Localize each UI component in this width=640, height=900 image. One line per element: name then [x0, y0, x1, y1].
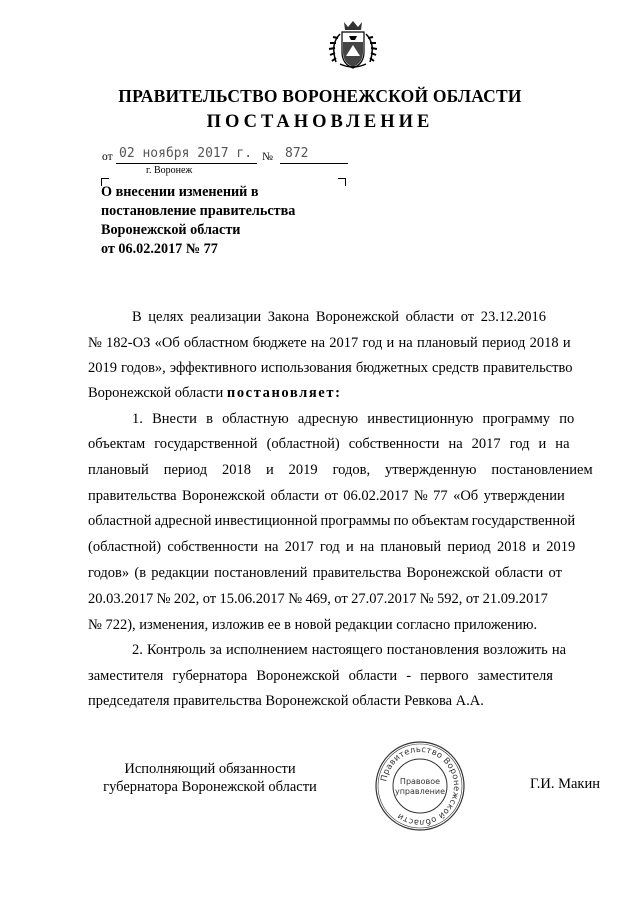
signatory-position: [97, 760, 323, 796]
body-line: 2019 годов», эффективного использования бюджетных средств правительство: [88, 360, 573, 376]
subject-corner-right: [338, 178, 346, 186]
body-line: заместителя губернатора Воронежской области - первого заместителя: [88, 668, 553, 684]
number-label: №: [262, 151, 273, 163]
document-subject: [101, 183, 295, 259]
position-line: Исполняющий обязанности: [124, 761, 296, 777]
resolves-keyword: постановляет:: [226, 385, 342, 401]
coat-of-arms-emblem: [322, 18, 384, 72]
subject-line: Воронежской области: [101, 222, 241, 238]
subject-line: от 06.02.2017 № 77: [101, 241, 218, 257]
document-number: 872: [285, 146, 309, 161]
body-line: В целях реализации Закона Воронежской области от 23.12.2016: [132, 309, 546, 325]
city-label: г. Воронеж: [146, 165, 193, 176]
position-line: губернатора Воронежской области: [103, 779, 317, 795]
body-line: № 182-ОЗ «Об областном бюджете на 2017 год и на плановый период 2018 и: [88, 335, 571, 351]
body-line: (областной) собственности на 2017 год и на плановый период 2018 и 2019: [88, 539, 576, 555]
subject-line: О внесении изменений в: [101, 184, 259, 200]
body-line-last: [88, 385, 342, 402]
body-line: 1. Внести в областную адресную инвестиционную программу по: [132, 411, 575, 427]
round-stamp: [374, 740, 466, 832]
body-line: председателя правительства Воронежской области Ревкова А.А.: [88, 693, 484, 709]
body-line: объектам государственной (областной) собственности на 2017 год и на: [88, 436, 570, 452]
body-line: правительства Воронежской области от 06.02.2017 № 77 «Об утверждении: [88, 488, 565, 504]
body-line: № 722), изменения, изложив ее в новой редакции согласно приложению.: [88, 617, 538, 633]
body-line: плановый период 2018 и 2019 годов, утвержденную постановлением: [88, 462, 593, 478]
stamp-center-line: Правовое: [399, 777, 441, 786]
body-line: областной адресной инвестиционной программы по объектам государственной: [88, 513, 576, 529]
body-text: Воронежской области: [88, 385, 227, 401]
from-label: от: [102, 151, 113, 163]
body-line: 20.03.2017 № 202, от 15.06.2017 № 469, от 27.07.2017 № 592, от 21.09.2017: [88, 591, 548, 607]
stamp-center-line: управление: [394, 787, 446, 796]
date-underline: [116, 163, 257, 164]
date-number-row: [102, 146, 362, 166]
body-line: годов» (в редакции постановлений правительства Воронежской области от: [88, 565, 562, 581]
subject-line: постановление правительства: [101, 203, 296, 219]
signatory-name: Г.И. Макин: [530, 776, 600, 792]
stamp-ring-text: Правительство Воронежской области: [378, 743, 463, 829]
number-underline: [280, 163, 348, 164]
government-heading: ПРАВИТЕЛЬСТВО ВОРОНЕЖСКОЙ ОБЛАСТИ: [118, 86, 522, 106]
body-line: 2. Контроль за исполнением настоящего постановления возложить на: [132, 642, 567, 658]
document-date: 02 ноября 2017 г.: [119, 146, 253, 161]
document-type-heading: ПОСТАНОВЛЕНИЕ: [206, 112, 434, 132]
svg-text:Правительство Воронежской обла: [378, 744, 462, 828]
